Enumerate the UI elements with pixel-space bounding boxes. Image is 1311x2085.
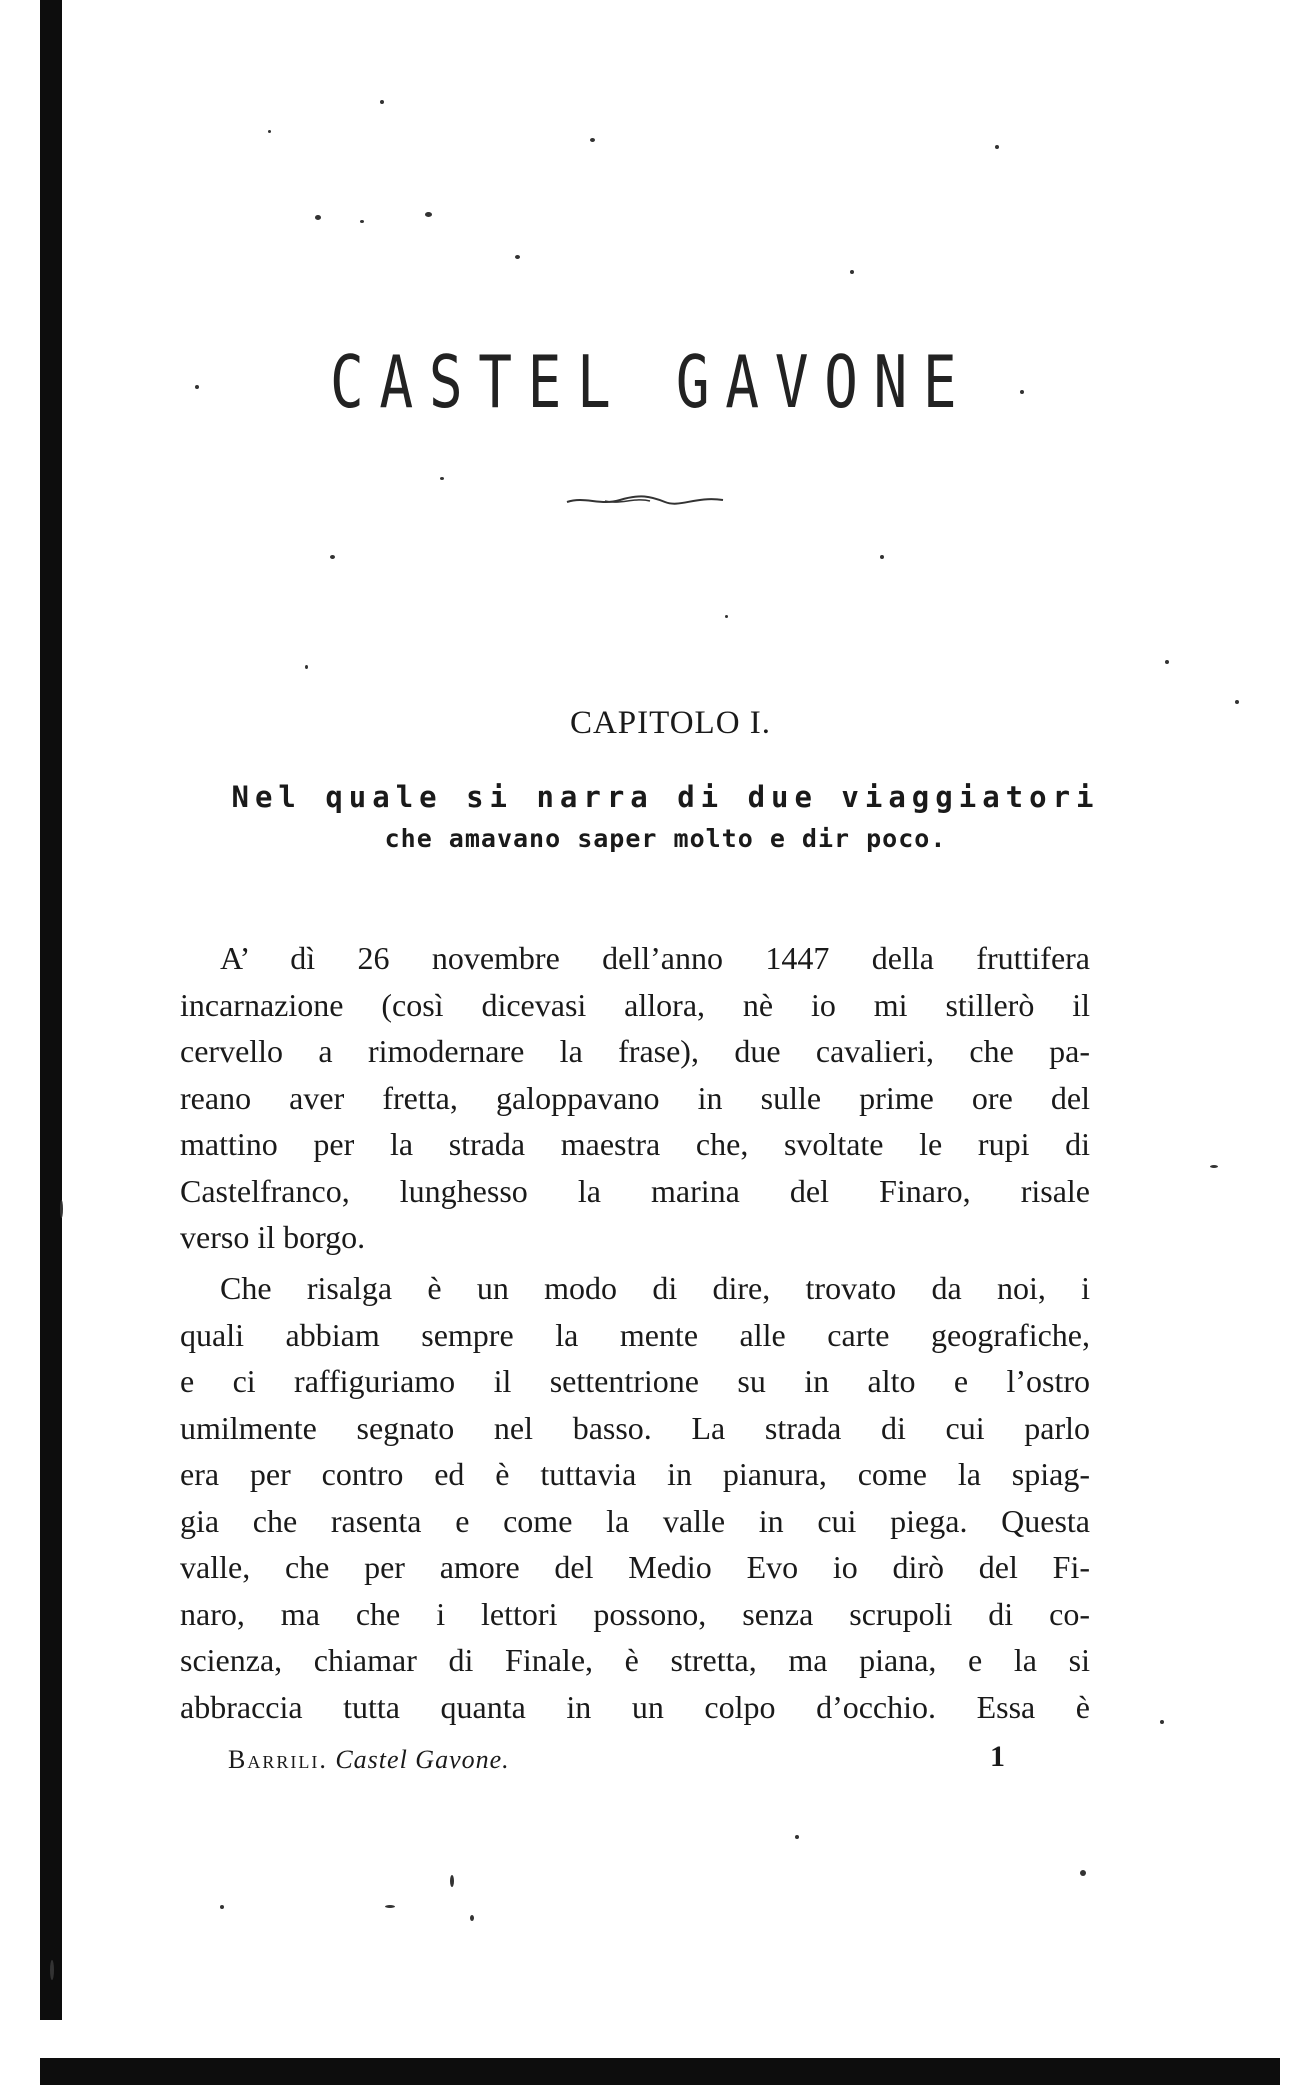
text-line: incarnazione (così dicevasi allora, nè io mi stillerò il [180, 986, 1090, 1023]
text-line: valle, che per amore del Medio Evo io dirò del Fi- [180, 1549, 1090, 1585]
text-line: scienza, chiamar di Finale, è stretta, ma piana, e la si [180, 1642, 1090, 1678]
text-line: reano aver fretta, galoppavano in sulle prime ore del [180, 1079, 1090, 1116]
paragraph-2 [180, 1265, 1090, 1730]
chapter-subtitle-line-1: Nel quale si narra di due viaggiatori [231, 780, 1100, 814]
book-title: CASTEL GAVONE [330, 340, 973, 424]
text-line: e ci raffiguriamo il settentrione su in alto e l’ostro [180, 1363, 1090, 1399]
text-line: era per contro ed è tuttavia in pianura, come la spiag- [180, 1456, 1090, 1492]
text-line: gia che rasenta e come la valle in cui piega. Questa [180, 1502, 1090, 1539]
chapter-heading: CAPITOLO I. [569, 705, 772, 741]
text-line: Che risalga è un modo di dire, trovato da noi, i [220, 1270, 1090, 1306]
text-line: naro, ma che i lettori possono, senza scrupoli di co- [180, 1595, 1090, 1632]
text-line: quali abbiam sempre la mente alle carte geografiche, [180, 1316, 1090, 1353]
text-line: mattino per la strada maestra che, svoltate le rupi di [180, 1126, 1090, 1162]
paragraph-1 [180, 935, 1090, 1261]
signature-mark: 1 [990, 1740, 1005, 1773]
footer-author: Barrili. [228, 1745, 328, 1774]
text-line: verso il borgo. [180, 1219, 366, 1255]
scan-left-edge [40, 0, 62, 2020]
text-line: cervello a rimodernare la frase), due cavalieri, che pa- [180, 1033, 1090, 1069]
text-line: Castelfranco, lunghesso la marina del Finaro, risale [180, 1172, 1090, 1209]
text-line: A’ dì 26 novembre dell’anno 1447 della fruttifera [220, 940, 1090, 976]
footer-work-title: Castel Gavone. [335, 1745, 510, 1774]
text-line: abbraccia tutta quanta in un colpo d’occhio. Essa è [180, 1688, 1090, 1725]
scan-bottom-edge [40, 2058, 1280, 2085]
title-ornament [565, 492, 725, 508]
text-line: umilmente segnato nel basso. La strada di cui parlo [180, 1409, 1090, 1446]
chapter-subtitle-line-2: che amavano saper molto e dir poco. [384, 824, 947, 853]
running-footer [228, 1745, 510, 1775]
